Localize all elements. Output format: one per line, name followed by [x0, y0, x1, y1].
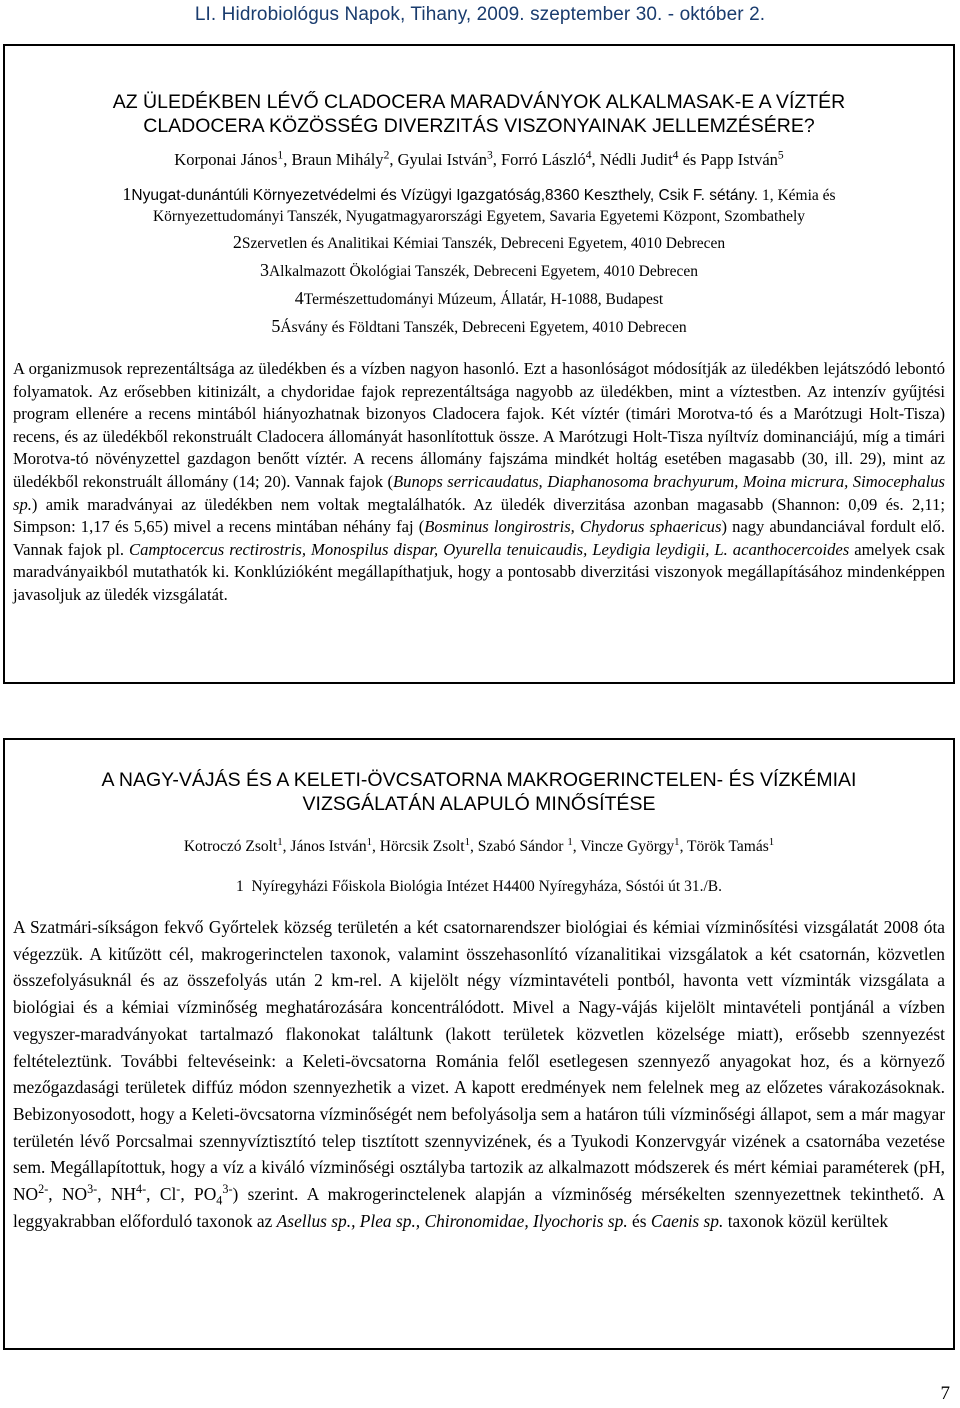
affiliation-1 — [13, 184, 945, 227]
author: Török Tamás — [687, 838, 769, 855]
affil-text: Szervetlen és Analitikai Kémiai Tanszék, Debreceni Egyetem, 4010 Debrecen — [241, 235, 726, 252]
separator: , — [372, 838, 380, 855]
affiliation-5 — [13, 313, 945, 341]
title-line: VIZSGÁLATÁN ALAPULÓ MINŐSÍTÉSE — [302, 793, 656, 815]
affiliation-3 — [13, 257, 945, 285]
separator: , — [572, 838, 581, 855]
affil-number: 1 — [235, 878, 244, 895]
affiliation-2 — [13, 229, 945, 257]
affil-text: Alkalmazott Ökológiai Tanszék, Debreceni Egyetem, 4010 Debrecen — [268, 263, 699, 280]
author-affil-mark: 4 — [585, 149, 592, 162]
affil-text: Ásvány és Földtani Tanszék, Debreceni Egyetem, 4010 Debrecen — [280, 319, 687, 336]
ion-formula: PO — [194, 1184, 217, 1205]
affiliation-1 — [13, 878, 945, 896]
affil-text: Nyugat-dunántúli Környezetvédelmi és Vízügyi Igazgatóság,8360 Keszthely, Csik F. sétány. — [131, 187, 759, 204]
ion-formula: Cl — [159, 1184, 177, 1205]
species-names: Camptocercus rectirostris, Monospilus dispar, Oyurella tenuicaudis, Leydigia leydigii, L. acanthocercoides — [129, 539, 850, 559]
author-affil-mark: 1 — [768, 835, 775, 848]
abstract-text: taxonok közül kerültek — [723, 1210, 889, 1231]
author-affil-mark: 2 — [383, 149, 390, 162]
abstract-text: és — [627, 1210, 651, 1231]
author: Gyulai István — [397, 150, 487, 169]
author: Papp István — [700, 150, 778, 169]
ion-formula: NO — [61, 1184, 88, 1205]
ion-formula: NO — [13, 1184, 39, 1205]
affil-number: 2 — [232, 232, 242, 252]
species-names: Bosminus longirostris, Chydorus sphaericus — [424, 517, 722, 537]
affil-text: Környezettudományi Tanszék, Nyugatmagyarországi Egyetem, Savaria Egyetemi Központ, Szombathely — [152, 208, 805, 225]
separator: , — [283, 150, 292, 169]
author-affil-mark: 1 — [366, 835, 373, 848]
title-line: A NAGY-VÁJÁS ÉS A KELETI-ÖVCSATORNA MAKROGERINCTELEN- ÉS VÍZKÉMIAI — [101, 769, 857, 791]
species-names: Bunops serricaudatus, Diaphanosoma brachyurum, Moina micrura, Simocephalus sp. — [13, 471, 945, 514]
separator: , — [591, 150, 600, 169]
separator: , — [48, 1184, 62, 1205]
ion-charge: 3- — [87, 1182, 98, 1197]
article-title — [13, 768, 945, 816]
separator: , — [492, 150, 501, 169]
abstract-box-1 — [3, 44, 955, 684]
ion-charge: 4- — [136, 1182, 147, 1197]
author-affil-mark: 1 — [674, 835, 680, 848]
separator: , — [146, 1184, 160, 1205]
author: Korponai János — [174, 150, 278, 169]
separator: , — [282, 838, 287, 855]
ion-formula: NH — [110, 1184, 137, 1205]
page-header: LI. Hidrobiológus Napok, Tihany, 2009. szeptember 30. - október 2. — [194, 4, 766, 25]
author: Hörcsik Zsolt — [379, 838, 465, 855]
abstract-text: A Szatmári-síkságon fekvő Győrtelek község területén a két csatornarendszer biológiai és kémiai vízminősítési vizsgálatát 2008 óta végezzük. A kitűzött cél, makrogerinctelen taxonok, valamint összehasonlító vízanalitikai vizsgálatok a két csatornán, közvetlen összefolyásuknál és az összefolyás után 2 km-rel. A kijelölt négy vízmintavételi pontból, havonta vett vízminták vizsgálata a biológiai és a kémiai vízminőség meghatározására koncentrálódott. Mivel a Nagy-vájás kijelölt mintavételi pontjánál a vízben vegyszer-maradványokat tartalmazó flakonokat találtunk (lakott területek közvetlen közelsége miatt), erősebb szennyezést feltételeztünk. További feltevéseink: a Keleti-övcsatorna Románia felől esetlegesen szennyező anyagokat hoz, és a környező mezőgazdasági területek diffúz módon szennyezhetik a vizet. A kapott eredmények nem felelnek meg az előzetes várakozásoknak. Bebizonyosodott, hogy a Keleti-övcsatorna vízminőségét nem befolyásolja sem a határon túli vízminőségi állapot, sem a már magyar területén lévő Porcsalmai szennyvíztisztító telep tisztított szennyvizének, és a Tyukodi Konzervgyár vizének a csatornába vezetése sem. Megállapítottuk, hogy a víz a kiváló vízminőségi osztályba tartozik az alkalmazott módszerek és mért kémiai paraméterek (pH, — [13, 917, 945, 1178]
article-title — [13, 90, 945, 138]
author: Forró László — [500, 150, 586, 169]
affil-text: Természettudományi Múzeum, Állatár, H-1088, Budapest — [303, 291, 664, 308]
page-number: 7 — [940, 1383, 950, 1404]
author: Kotroczó Zsolt — [183, 838, 278, 855]
affil-text: 1, Kémia és — [758, 187, 836, 204]
separator: , — [97, 1184, 111, 1205]
abstract-text: amelyek csak maradványaikból mutathatók ki. Konklúzióként megállapíthatjuk, hogy a pontosabb diverzitási viszonyok megállapításához mindenképpen javasoljuk az üledék vizsgálatát. — [13, 539, 945, 604]
author-affil-mark: 3 — [486, 149, 493, 162]
affil-text: Nyíregyházi Főiskola Biológia Intézet H4400 Nyíregyháza, Sóstói út 31./B. — [251, 878, 723, 895]
author-affil-mark: 1 — [277, 149, 284, 162]
species-names: Caenis sp. — [650, 1210, 724, 1231]
affil-number: 3 — [259, 260, 269, 280]
abstract-text: ) amik maradványai az üledékben nem voltak megtalálhatók. Az üledék diverzitása azonban magasabb (Shannon: 0,09 és. 2,11; Simpson: 1,17 és 5,65) mivel a recens mintában néhány faj ( — [13, 494, 945, 537]
affil-number: 4 — [294, 288, 304, 308]
author-list — [13, 835, 945, 856]
species-names: Asellus sp., Plea sp., Chironomidae, Ilyochoris sp. — [276, 1210, 628, 1231]
separator: , — [389, 150, 398, 169]
title-line: CLADOCERA KÖZÖSSÉG DIVERZITÁS VISZONYAINAK JELLEMZÉSÉRE? — [143, 115, 815, 137]
abstract-text: ) szerint. A makrogerinctelenek alapján a vízminőség mérsékelten szennyezettnek tekinthető. A leggyakrabban előforduló taxonok az — [13, 1184, 945, 1231]
title-line: AZ ÜLEDÉKBEN LÉVŐ CLADOCERA MARADVÁNYOK ALKALMASAK-E A VÍZTÉR — [112, 91, 846, 113]
ion-charge: - — [176, 1182, 181, 1197]
author-affil-mark: 5 — [777, 149, 784, 162]
separator: , — [679, 838, 688, 855]
abstract-text: A organizmusok reprezentáltsága az üledékben és a vízben nagyon hasonló. Ezt a hasonlóságot módosítják az üledékben lejátszódó lebontó folyamatok. Az erősebben kitinizált, a chydoridae fajok reprezentáltsága nagyobb az üledékben, mint a víztestben. Az intenzív gyűjtési program ellenére a recens mintából hiányozhatnak bizonyos Cladocera fajok. Két víztér (timári Morotva-tó és a Marótzugi Holt-Tisza) recens, és az üledékből rekonstruált Cladocera állományát hasonlítottuk össze. A Marótzugi Holt-Tisza nyíltvíz dominanciájú, míg a timári Morotva-tó növényzettel gazdagon benőtt víztér. A recens állomány fajszáma mindkét holtág esetében magasabb (30, ill. 29), mint az üledékből rekonstruált állomány (14; 20). Vannak fajok ( — [13, 359, 945, 491]
separator: és — [678, 150, 701, 169]
author-list — [13, 150, 945, 170]
abstract-body — [13, 914, 945, 1234]
author-affil-mark: 1 — [464, 835, 471, 848]
author: Nédli Judit — [599, 150, 673, 169]
separator: , — [180, 1184, 195, 1205]
author-affil-mark: 1 — [567, 835, 573, 848]
author: Vincze György — [580, 838, 675, 855]
affil-number: 5 — [271, 316, 281, 336]
author-affil-mark: 1 — [277, 835, 283, 848]
abstract-box-2 — [3, 738, 955, 1350]
affiliation-4 — [13, 285, 945, 313]
author: János István — [286, 838, 367, 855]
ion-charge: 3- — [222, 1182, 233, 1197]
abstract-body — [13, 358, 945, 607]
author-affil-mark: 4 — [672, 149, 679, 162]
abstract-text: ) nagy abundanciával fordult elő. Vannak fajok pl. — [13, 517, 945, 559]
affil-number: 1 — [122, 184, 132, 204]
ion-charge: 2- — [38, 1182, 49, 1197]
ion-subscript: 4 — [216, 1193, 223, 1208]
author: Braun Mihály — [291, 150, 384, 169]
separator: , — [470, 838, 478, 855]
author: Szabó Sándor — [477, 838, 568, 855]
